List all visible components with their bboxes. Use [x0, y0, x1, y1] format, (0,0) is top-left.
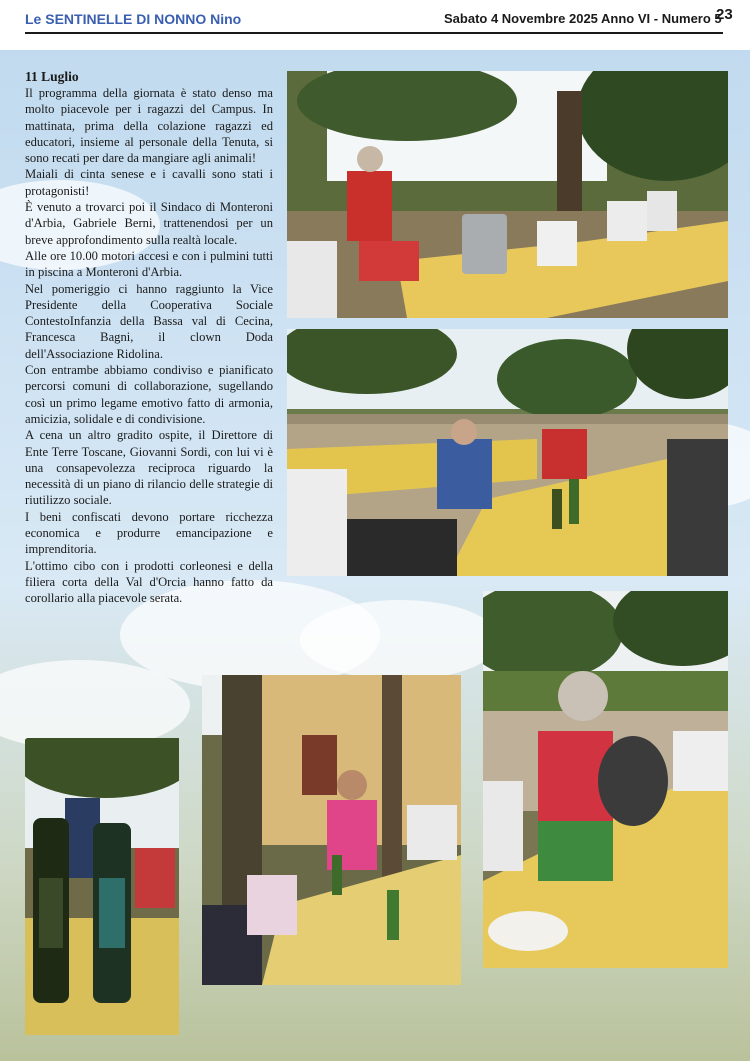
issue-info: Sabato 4 Novembre 2025 Anno VI - Numero 5	[444, 11, 722, 26]
photo-outdoor-lunch-image	[287, 71, 728, 318]
article-date-heading: 11 Luglio	[25, 69, 79, 84]
page-number: 23	[716, 6, 733, 23]
photo-dinner-garden	[287, 329, 728, 576]
article-paragraph: L'ottimo cibo con i prodotti corleonesi e della filiera corta della Val d'Orcia hanno fatto da corollario alla piacevole serata.	[25, 558, 273, 606]
page-header	[0, 0, 750, 50]
cloud-decoration	[300, 600, 500, 680]
article-paragraph: Il programma della giornata è stato denso ma molto piacevole per i ragazzi del Campus. In mattinata, prima della colazione ragazzi ed educatori, insieme al personale della Tenuta, si sono recati per dare da mangiare agli animali!	[25, 86, 273, 166]
photo-olive-oil	[25, 738, 179, 1035]
photo-dinner-garden-image	[287, 329, 728, 576]
publication-title: Le SENTINELLE DI NONNO Nino	[25, 11, 242, 27]
article-paragraph: Maiali di cinta senese e i cavalli sono stati i protagonisti!	[25, 167, 273, 198]
article-body	[25, 68, 273, 607]
photo-olive-oil-image	[25, 738, 179, 1035]
article-paragraph: Nel pomeriggio ci hanno raggiunto la Vice Presidente della Cooperativa Sociale ContestoInfanzia della Bassa val di Cecina, Francesca Bagni, il clown Doda dell'Associazione Ridolina.	[25, 281, 273, 361]
header-rule	[25, 32, 723, 34]
photo-guests-table	[202, 675, 461, 985]
article-paragraph: I beni confiscati devono portare ricchezza economica e produrre emancipazione e imprenditoria.	[25, 509, 273, 557]
photo-guests-table-image	[202, 675, 461, 985]
photo-woman-tasting	[483, 591, 728, 968]
article-paragraph: È venuto a trovarci poi il Sindaco di Monteroni d'Arbia, Gabriele Berni, trattenendosi per un breve approfondimento sulla realtà locale.	[25, 200, 273, 247]
photo-woman-tasting-image	[483, 591, 728, 968]
article-paragraph: Con entrambe abbiamo condiviso e pianificato percorsi comuni di collaborazione, sugellando così un primo legame emotivo fatto di armonia, amicizia, solidale e di condivisione.	[25, 363, 273, 426]
article-paragraph: Alle ore 10.00 motori accesi e con i pulmini tutti in piscina a Monteroni d'Arbia.	[25, 248, 273, 280]
article-paragraph: A cena un altro gradito ospite, il Direttore di Ente Terre Toscane, Giovanni Sordi, con lui vi è una consapevolezza reciproca riguardo la necessità di un piano di rilancio delle strategie di riutilizzo sociale.	[25, 428, 273, 508]
photo-outdoor-lunch	[287, 71, 728, 318]
